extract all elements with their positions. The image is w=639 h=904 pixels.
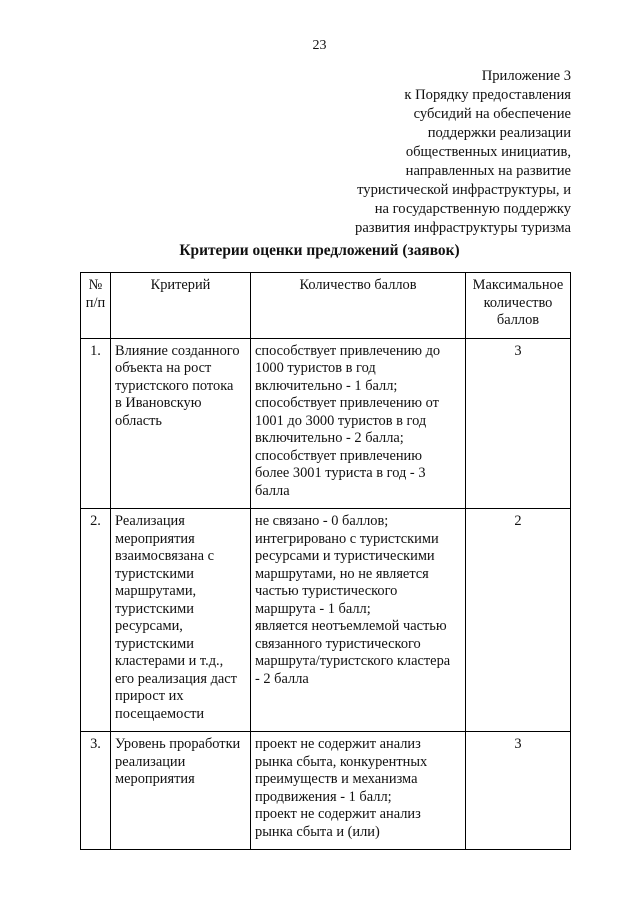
points-line: рынка сбыта, конкурентных (255, 753, 428, 770)
appendix-line: на государственную поддержку (374, 201, 571, 217)
criterion-cell (111, 732, 251, 850)
points-line: маршрутами, но не является (255, 565, 429, 582)
header-criterion (111, 273, 251, 339)
points-line: преимуществ и механизма (255, 771, 418, 787)
points-line: интегрировано с туристскими (255, 530, 439, 547)
criterion-line: объекта на рост (115, 360, 212, 376)
document-title: Критерии оценки предложений (заявок) (179, 242, 460, 259)
criterion-line: туристскими (115, 635, 194, 652)
points-line: маршрута/туристского кластера (255, 653, 451, 669)
appendix-line: направленных на развитие (405, 163, 571, 179)
criterion-line: мероприятия (115, 530, 195, 547)
criterion-line: туристского потока (115, 377, 234, 394)
table-row (81, 732, 571, 850)
appendix-heading (271, 67, 571, 238)
points-line: является неотъемлемой частью (255, 618, 447, 634)
criterion-line: взаимосвязана с (115, 548, 214, 564)
points-line: способствует привлечению до (255, 342, 441, 359)
header-max (466, 273, 571, 339)
criterion-line: в Ивановскую (115, 395, 202, 411)
criterion-line: посещаемости (115, 705, 205, 722)
points-line: включительно - 1 балл; (255, 377, 398, 394)
points-line: маршрута - 1 балл; (255, 600, 371, 617)
criterion-line: Влияние созданного (115, 342, 240, 359)
row-number: 3. (81, 732, 111, 850)
row-number: 2. (81, 509, 111, 732)
points-line: проект не содержит анализ (255, 806, 421, 822)
appendix-line: туристической инфраструктуры, и (357, 182, 571, 198)
points-cell (251, 338, 466, 509)
appendix-line: субсидий на обеспечение (413, 106, 571, 122)
criterion-line: область (115, 412, 162, 429)
header-line: № (88, 277, 103, 293)
criterion-line: туристскими (115, 565, 194, 582)
points-line: проект не содержит анализ (255, 736, 421, 752)
header-line: Максимальное (472, 277, 564, 293)
max-points-cell: 3 (466, 338, 571, 509)
points-line: продвижения - 1 балл; (255, 788, 392, 805)
table-header-row (81, 273, 571, 339)
max-points-cell: 2 (466, 509, 571, 732)
header-line: Количество баллов (299, 277, 417, 293)
page-number: 23 (312, 38, 327, 53)
criterion-cell (111, 338, 251, 509)
appendix-line: поддержки реализации (427, 125, 571, 141)
header-line: баллов (496, 312, 540, 328)
table-row (81, 338, 571, 509)
points-line: балла (255, 482, 290, 499)
points-cell (251, 732, 466, 850)
header-line: Критерий (150, 277, 211, 293)
table-body (81, 338, 571, 850)
criterion-line: кластерами и т.д., (115, 653, 224, 669)
points-line: включительно - 2 балла; (255, 430, 404, 446)
header-num (81, 273, 111, 339)
points-line: - 2 балла (255, 670, 309, 687)
max-points-cell: 3 (466, 732, 571, 850)
points-line: 1001 до 3000 туристов в год (255, 412, 427, 429)
criterion-line: маршрутами, (115, 583, 197, 599)
header-line: количество (483, 294, 553, 311)
points-line: рынка сбыта и (или) (255, 823, 380, 840)
points-line: ресурсами и туристическими (255, 548, 435, 564)
points-line: более 3001 туриста в год - 3 (255, 465, 426, 481)
points-line: способствует привлечению (255, 447, 422, 464)
points-line: частью туристического (255, 583, 398, 599)
criterion-line: прирост их (115, 688, 184, 704)
appendix-line: Приложение 3 (481, 68, 571, 84)
points-line: не связано - 0 баллов; (255, 513, 389, 529)
criterion-line: реализации (115, 753, 186, 770)
criteria-table (80, 272, 571, 850)
header-line: п/п (85, 294, 106, 311)
header-points (251, 273, 466, 339)
criterion-line: ресурсами, (115, 618, 183, 634)
points-line: способствует привлечению от (255, 395, 439, 411)
criterion-line: его реализация даст (115, 670, 237, 687)
appendix-line: общественных инициатив, (405, 144, 571, 160)
criterion-line: Уровень проработки (115, 736, 241, 752)
appendix-line: к Порядку предоставления (404, 87, 571, 103)
criterion-cell (111, 509, 251, 732)
points-cell (251, 509, 466, 732)
points-line: связанного туристического (255, 635, 421, 652)
criterion-line: туристскими (115, 600, 194, 617)
appendix-line: развития инфраструктуры туризма (355, 220, 571, 236)
table-row (81, 509, 571, 732)
criterion-line: Реализация (115, 513, 185, 529)
criterion-line: мероприятия (115, 771, 195, 787)
row-number: 1. (81, 338, 111, 509)
points-line: 1000 туристов в год (255, 360, 376, 376)
